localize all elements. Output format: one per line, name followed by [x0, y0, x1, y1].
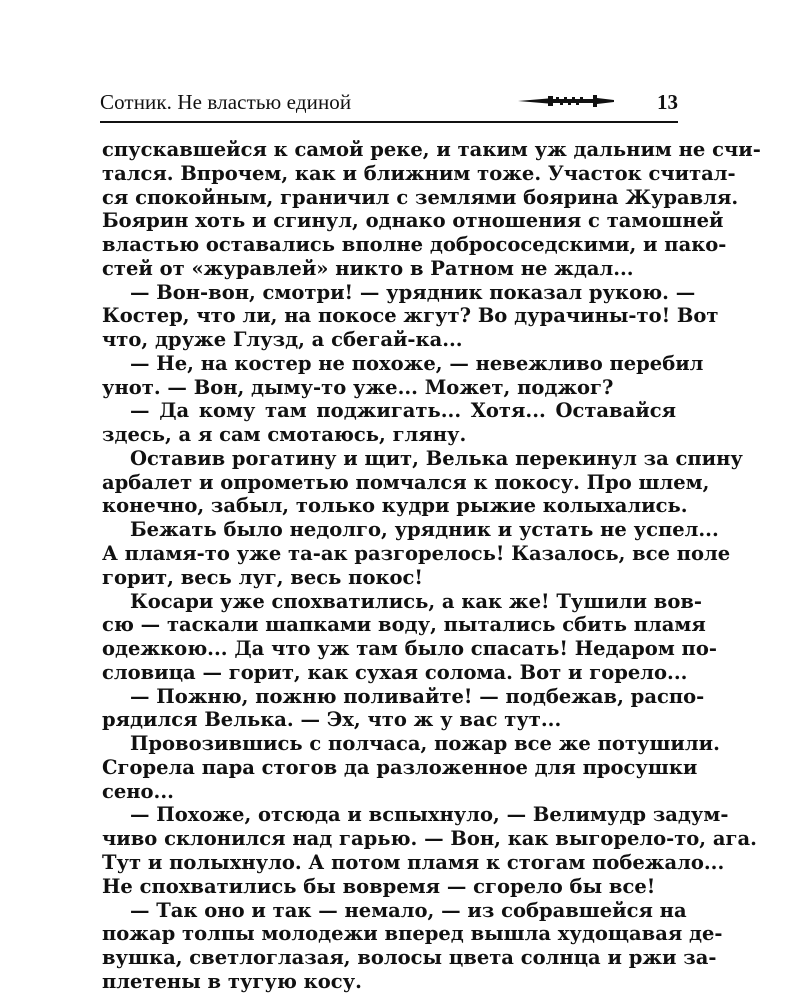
text-line: — Да кому там поджигать... Хотя... Оставайся: [130, 399, 676, 423]
header-rule: [100, 121, 678, 123]
text-line: стей от «журавлей» никто в Ратном не ждал...: [102, 256, 634, 280]
body-text: [102, 138, 761, 994]
sword-ornament-icon: [518, 94, 614, 108]
text-line: вушка, светлоглазая, волосы цвета солнца и ржи за-: [102, 946, 717, 970]
text-line: пожар толпы молодежи вперед вышла худощавая де-: [102, 922, 723, 946]
text-line: сено...: [102, 779, 174, 803]
text-line: тался. Впрочем, как и ближним тоже. Участок считал-: [102, 161, 736, 185]
text-line: Тут и полыхнуло. А потом пламя к стогам побежало...: [102, 850, 725, 874]
text-line: здесь, а я сам смотаюсь, гляну.: [102, 423, 467, 447]
running-header: [100, 88, 678, 118]
text-line: властью оставались вполне добрососедскими, и пако-: [102, 233, 727, 257]
text-line: Боярин хоть и сгинул, однако отношения с тамошней: [102, 209, 724, 233]
text-line: — Вон-вон, смотри! — урядник показал рукою. —: [130, 280, 696, 304]
text-line: Сгорела пара стогов да разложенное для просушки: [102, 755, 698, 779]
text-line: Бежать было недолго, урядник и устать не успел...: [130, 518, 719, 542]
text-line: Косари уже спохватились, а как же! Тушили вов-: [130, 589, 702, 613]
text-line: Не спохватились бы вовремя — сгорело бы все!: [102, 874, 656, 898]
text-line: что, друже Глузд, а сбегай-ка...: [102, 328, 463, 352]
text-line: ся спокойным, граничил с землями боярина Журавля.: [102, 185, 739, 209]
text-line: чиво склонился над гарью. — Вон, как выгорело-то, ага.: [102, 827, 757, 851]
text-line: плетены в тугую косу.: [102, 969, 362, 993]
text-line: арбалет и опрометью помчался к покосу. Про шлем,: [102, 470, 710, 494]
running-title: Сотник. Не властью единой: [100, 90, 352, 114]
text-line: — Не, на костер не похоже, — невежливо перебил: [130, 351, 704, 375]
text-line: А пламя-то уже та-ак разгорелось! Казалось, все поле: [102, 542, 731, 566]
text-line: рядился Велька. — Эх, что ж у вас тут...: [102, 708, 562, 732]
text-line: Провозившись с полчаса, пожар все же потушили.: [130, 732, 720, 756]
text-line: спускавшейся к самой реке, и таким уж дальним не счи-: [102, 138, 761, 161]
text-line: конечно, забыл, только кудри рыжие колыхались.: [102, 494, 688, 518]
page-number: 13: [657, 90, 678, 114]
text-line: Костер, что ли, на покосе жгут? Во дурачины-то! Вот: [102, 304, 719, 328]
text-line: — Похоже, отсюда и вспыхнуло, — Велимудр задум-: [130, 803, 729, 827]
text-line: сю — таскали шапками воду, пытались сбить пламя: [102, 613, 706, 637]
text-line: — Так оно и так — немало, — из собравшейся на: [130, 898, 687, 922]
text-line: — Пожню, пожню поливайте! — подбежав, распо-: [130, 684, 705, 708]
text-line: одежкою... Да что уж там было спасать! Недаром по-: [102, 637, 717, 661]
text-line: Оставив рогатину и щит, Велька перекинул за спину: [130, 446, 743, 470]
text-line: словица — горит, как сухая солома. Вот и горело...: [102, 660, 688, 684]
text-line: унот. — Вон, дыму-то уже... Может, поджог?: [102, 375, 614, 399]
text-line: горит, весь луг, весь покос!: [102, 565, 423, 589]
